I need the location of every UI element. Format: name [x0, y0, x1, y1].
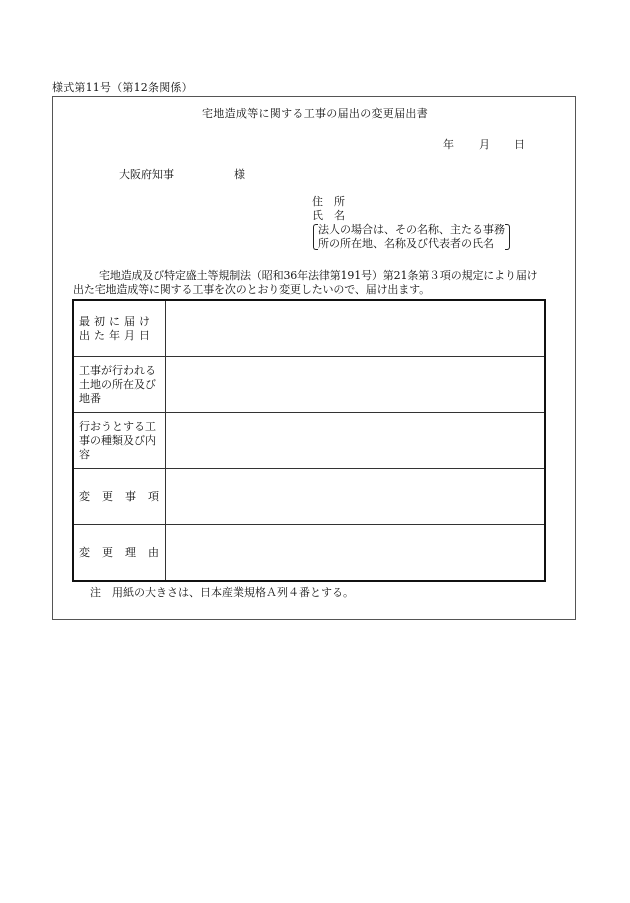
form-frame	[52, 96, 576, 620]
table-row	[73, 300, 545, 357]
value-land-location[interactable]	[165, 357, 545, 413]
applicant-name-label: 氏 名	[312, 209, 345, 222]
row-label-line: 変更理由	[79, 545, 171, 559]
row-label-change-items	[73, 469, 171, 525]
table-row	[73, 357, 545, 413]
row-label-line: 出た年月日	[79, 328, 154, 342]
corporate-note-line-1: 法人の場合は、その名称、主たる事務	[318, 223, 505, 236]
declaration-line-1: 宅地造成及び特定盛土等規制法（昭和36年法律第191号）第21条第３項の規定により届け	[99, 269, 538, 282]
items-table	[72, 299, 546, 582]
value-first-filing-date[interactable]	[165, 300, 545, 357]
row-label-line: 土地の所在及び	[79, 377, 156, 391]
corporate-note-line-2: 所の所在地、名称及び代表者の氏名	[318, 237, 494, 250]
date-year-label: 年	[443, 138, 454, 151]
row-label-line: 工事が行われる	[79, 363, 156, 377]
row-label-line: 変更事項	[79, 489, 171, 503]
addressee-honorific: 様	[234, 168, 245, 181]
row-label-line: 行おうとする工	[79, 419, 156, 433]
table-row	[73, 525, 545, 582]
date-day-label: 日	[514, 138, 525, 151]
document-title: 宅地造成等に関する工事の届出の変更届出書	[202, 107, 428, 120]
declaration-text	[73, 269, 568, 297]
value-change-items[interactable]	[165, 469, 545, 525]
value-change-reason[interactable]	[165, 525, 545, 582]
table-row	[73, 469, 545, 525]
row-label-line: 容	[79, 447, 90, 461]
row-label-line: 地番	[79, 391, 101, 405]
row-label-line: 事の種類及び内	[79, 433, 156, 447]
row-label-line: 最初に届け	[79, 314, 154, 328]
declaration-line-2: 出た宅地造成等に関する工事を次のとおり変更したいので、届け出ます。	[73, 283, 430, 296]
corporate-note-bracket	[313, 223, 510, 251]
row-label-land-location	[73, 357, 165, 413]
addressee-name: 大阪府知事	[119, 168, 174, 181]
row-label-first-filing-date	[73, 300, 165, 357]
date-month-label: 月	[479, 138, 490, 151]
table-row	[73, 413, 545, 469]
value-work-type[interactable]	[165, 413, 545, 469]
paper-size-note: 注 用紙の大きさは、日本産業規格Ａ列４番とする。	[90, 586, 354, 599]
row-label-change-reason	[73, 525, 171, 582]
row-label-work-type	[73, 413, 165, 469]
applicant-address-label: 住 所	[312, 195, 345, 208]
form-number: 様式第11号（第12条関係）	[52, 81, 193, 94]
